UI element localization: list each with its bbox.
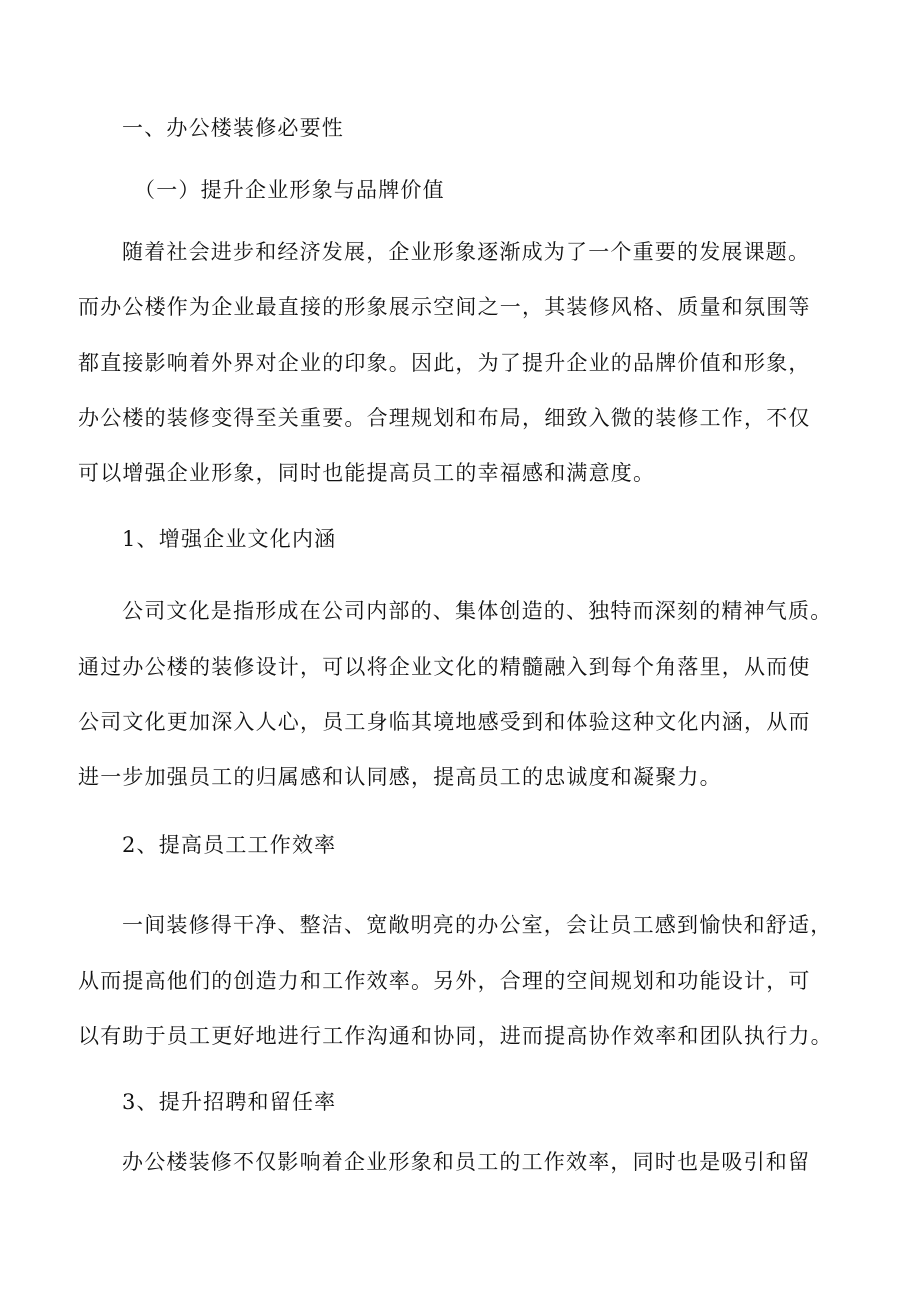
paragraph-line: 进一步加强员工的归属感和认同感，提高员工的忠诚度和凝聚力。	[78, 765, 722, 789]
paragraph-line: 从而提高他们的创造力和工作效率。另外，合理的空间规划和功能设计，可	[78, 969, 811, 993]
paragraph-line: 办公楼的装修变得至关重要。合理规划和布局，细致入微的装修工作，不仅	[78, 406, 811, 430]
item-heading: 1、增强企业文化内涵	[122, 527, 337, 551]
paragraph-line: 办公楼装修不仅影响着企业形象和员工的工作效率，同时也是吸引和留	[122, 1150, 811, 1174]
paragraph-line: 都直接影响着外界对企业的印象。因此，为了提升企业的品牌价值和形象，	[78, 351, 811, 375]
paragraph-line: 可以增强企业形象，同时也能提高员工的幸福感和满意度。	[78, 461, 656, 485]
paragraph-line: 通过办公楼的装修设计，可以将企业文化的精髓融入到每个角落里，从而使	[78, 655, 811, 679]
paragraph-line: 公司文化更加深入人心，员工身临其境地感受到和体验这种文化内涵，从而	[78, 710, 811, 734]
item-heading: 2、提高员工工作效率	[122, 833, 337, 857]
item-heading: 3、提升招聘和留任率	[122, 1090, 337, 1114]
paragraph-line: 随着社会进步和经济发展，企业形象逐渐成为了一个重要的发展课题。	[122, 240, 811, 264]
subsection-heading: （一）提升企业形象与品牌价值	[134, 178, 445, 202]
paragraph-line: 一间装修得干净、整洁、宽敞明亮的办公室，会让员工感到愉快和舒适，	[122, 913, 833, 937]
section-heading: 一、办公楼装修必要性	[122, 116, 344, 140]
paragraph-line: 而办公楼作为企业最直接的形象展示空间之一，其装修风格、质量和氛围等	[78, 295, 811, 319]
paragraph-line: 以有助于员工更好地进行工作沟通和协同，进而提高协作效率和团队执行力。	[78, 1024, 833, 1048]
paragraph-line: 公司文化是指形成在公司内部的、集体创造的、独特而深刻的精神气质。	[122, 599, 833, 623]
